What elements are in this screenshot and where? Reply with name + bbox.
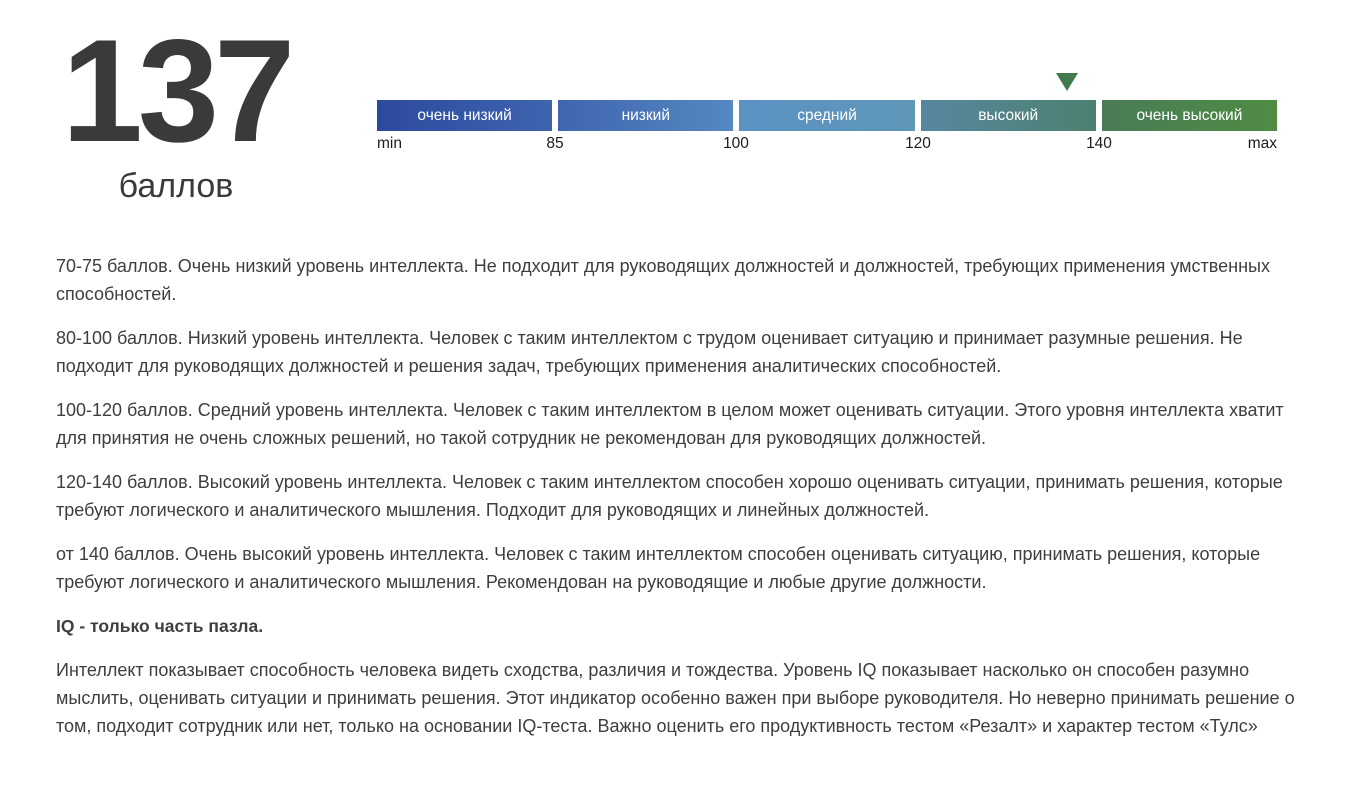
scale-segment-high: высокий bbox=[921, 100, 1096, 131]
scale-segment-medium: средний bbox=[739, 100, 914, 131]
scale-segment-low: низкий bbox=[558, 100, 733, 131]
description-low: 80-100 баллов. Низкий уровень интеллекта. Человек с таким интеллектом с трудом оценивает ситуацию и принимает разумные решения. Не подходит для руководящих должностей и решения задач, требующих применения аналитических способностей. bbox=[56, 328, 1243, 376]
scale-bar bbox=[377, 100, 1277, 131]
tick-140: 140 bbox=[1086, 135, 1112, 152]
score-block bbox=[58, 9, 294, 206]
scale-segment-very-high: очень высокий bbox=[1102, 100, 1277, 131]
footer-heading: IQ - только часть пазла. bbox=[56, 616, 264, 636]
description-very-low: 70-75 баллов. Очень низкий уровень интеллекта. Не подходит для руководящих должностей и должностей, требующих применения умственных способностей. bbox=[56, 256, 1270, 304]
tick-min: min bbox=[377, 135, 402, 152]
scale-ticks bbox=[377, 135, 1277, 157]
tick-max: max bbox=[1247, 135, 1277, 152]
score-value: 137 bbox=[61, 9, 291, 172]
score-unit-label: баллов bbox=[118, 167, 234, 206]
footer-text: Интеллект показывает способность человека видеть сходства, различия и тождества. Уровень IQ показывает насколько он способен разумно мыслить, оценивать ситуации и принимать решения. Этот индикатор особенно важен при выборе руководителя. Но неверно принимать решение о том, подходит сотрудник или нет, только на основании IQ-теста. Важно оценить его продуктивность тестом «Резалт» и характер тестом «Тулс» bbox=[56, 660, 1295, 736]
description-high: 120-140 баллов. Высокий уровень интеллекта. Человек с таким интеллектом способен хорошо оценивать ситуации, принимать решения, которые требуют логического и аналитического мышления. Подходит для руководящих и линейных должностей. bbox=[56, 472, 1283, 520]
description-medium: 100-120 баллов. Средний уровень интеллекта. Человек с таким интеллектом в целом может оценивать ситуации. Этого уровня интеллекта хватит для принятия не очень сложных решений, но такой сотрудник не рекомендован для руководящих должностей. bbox=[56, 400, 1284, 448]
scale-segment-very-low: очень низкий bbox=[377, 100, 552, 131]
score-descriptions bbox=[56, 252, 1308, 756]
iq-scale-gauge bbox=[377, 72, 1277, 164]
tick-120: 120 bbox=[905, 135, 931, 152]
tick-85: 85 bbox=[546, 135, 564, 152]
tick-100: 100 bbox=[723, 135, 749, 152]
description-very-high: от 140 баллов. Очень высокий уровень интеллекта. Человек с таким интеллектом способен оценивать ситуацию, принимать решения, которые требуют логического и аналитического мышления. Рекомендован на руководящие и любые другие должности. bbox=[56, 544, 1261, 592]
score-marker-triangle-icon bbox=[1056, 73, 1078, 91]
